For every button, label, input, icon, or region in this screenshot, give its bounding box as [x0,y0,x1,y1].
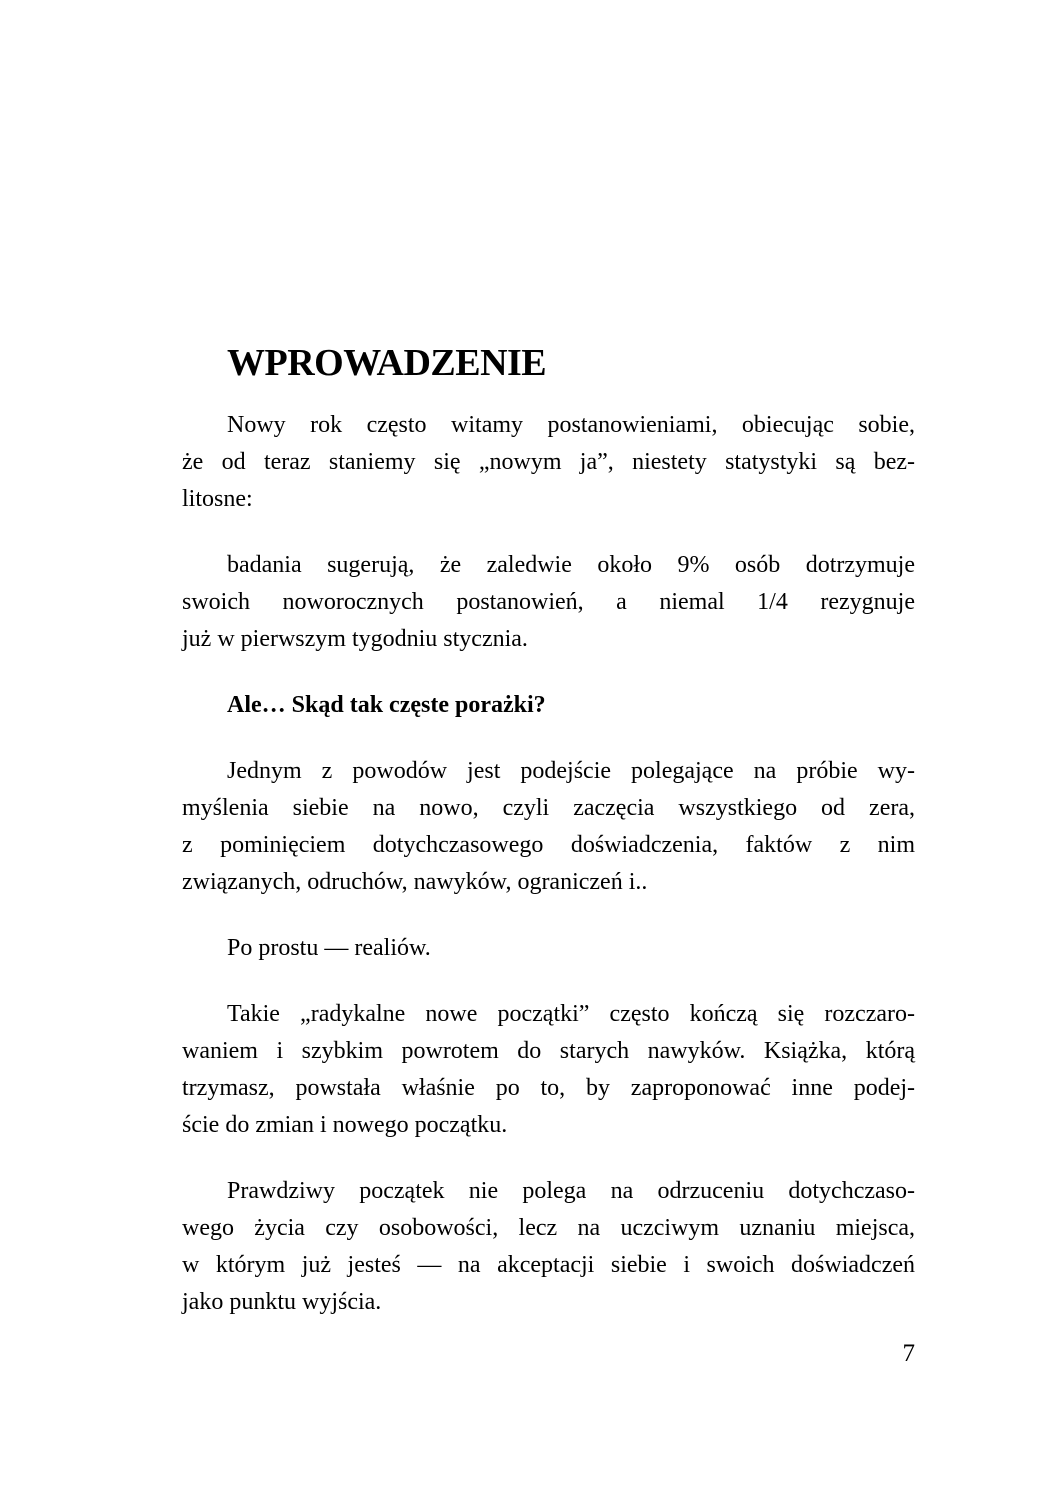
text-line: swoich noworocznych postanowień, a niemal 1/4 rezygnuje [182,589,915,615]
text-line: już w pierwszym tygodniu stycznia. [182,626,528,652]
text-line: Prawdziwy początek nie polega na odrzuceniu dotychczaso- [227,1178,915,1204]
text-line: badania sugerują, że zaledwie około 9% osób dotrzymuje [227,552,915,578]
text-line: w którym już jesteś — na akceptacji siebie i swoich doświadczeń [182,1252,915,1278]
text-line: myślenia siebie na nowo, czyli zaczęcia wszystkiego od zera, [182,795,915,821]
text-line: Jednym z powodów jest podejście polegające na próbie wy- [227,758,915,784]
paragraph-6 [182,1173,915,1321]
text-line: że od teraz staniemy się „nowym ja”, niestety statystyki są bez- [182,449,915,475]
text-line: jako punktu wyjścia. [182,1289,382,1315]
page-number: 7 [902,1340,915,1367]
paragraph-5 [182,996,915,1144]
paragraph-2 [182,547,915,658]
text-line: waniem i szybkim powrotem do starych nawyków. Książka, którą [182,1038,915,1064]
chapter-title: WPROWADZENIE [227,342,547,384]
text-line: z pominięciem dotychczasowego doświadczenia, faktów z nim [182,832,915,858]
paragraph-4 [182,930,915,967]
text-line: wego życia czy osobowości, lecz na uczciwym uznaniu miejsca, [182,1215,915,1241]
text-line: Nowy rok często witamy postanowieniami, obiecując sobie, [227,412,915,438]
text-line: Po prostu — realiów. [227,935,431,961]
section-heading: Ale… Skąd tak częste porażki? [227,692,546,718]
text-line: związanych, odruchów, nawyków, ograniczeń i.. [182,869,648,895]
paragraph-1 [182,407,915,518]
text-line: Takie „radykalne nowe początki” często kończą się rozczaro- [227,1001,915,1027]
paragraph-3 [182,753,915,901]
text-line: trzymasz, powstała właśnie po to, by zaproponować inne podej- [182,1075,915,1101]
text-line: ście do zmian i nowego początku. [182,1112,508,1138]
text-line: litosne: [182,486,253,512]
